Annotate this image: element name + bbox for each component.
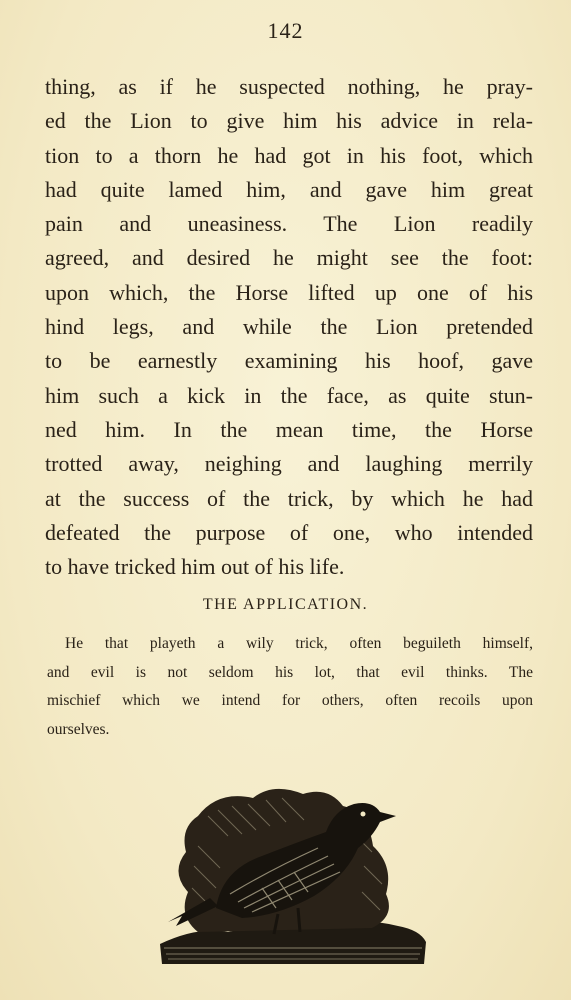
fable-body-text: [45, 70, 533, 584]
text-line: pain and uneasiness. The Lion readily: [45, 211, 533, 237]
text-line: defeated the purpose of one, who intended: [45, 519, 533, 545]
application-heading: THE APPLICATION.: [202, 596, 369, 613]
text-line: tion to a thorn he had got in his foot, which: [45, 142, 533, 168]
text-line: at the success of the trick, by which he had: [45, 485, 533, 511]
text-line: upon which, the Horse lifted up one of his: [45, 279, 533, 305]
text-line: had quite lamed him, and gave him great: [45, 176, 533, 202]
text-line: agreed, and desired he might see the foot:: [45, 245, 533, 271]
text-line: thing, as if he suspected nothing, he pray-: [45, 74, 533, 99]
woodcut-bird-icon: [158, 776, 428, 966]
text-line: him such a kick in the face, as quite stun-: [45, 382, 533, 408]
text-line: ed the Lion to give him his advice in rela-: [45, 108, 533, 134]
text-line: to be earnestly examining his hoof, gave: [45, 348, 533, 374]
text-line: ned him. In the mean time, the Horse: [45, 416, 533, 442]
text-line: to have tricked him out of his life.: [45, 554, 345, 580]
page-number: 142: [267, 18, 304, 43]
text-line: trotted away, neighing and laughing merrily: [45, 451, 533, 477]
application-line: and evil is not seldom his lot, that evil thinks. The: [47, 663, 533, 681]
text-line: hind legs, and while the Lion pretended: [45, 314, 533, 340]
application-line: mischief which we intend for others, often recoils upon: [47, 692, 533, 709]
application-line: He that playeth a wily trick, often beguileth himself,: [65, 635, 533, 652]
application-text: [47, 630, 533, 744]
application-line: ourselves.: [47, 720, 110, 738]
